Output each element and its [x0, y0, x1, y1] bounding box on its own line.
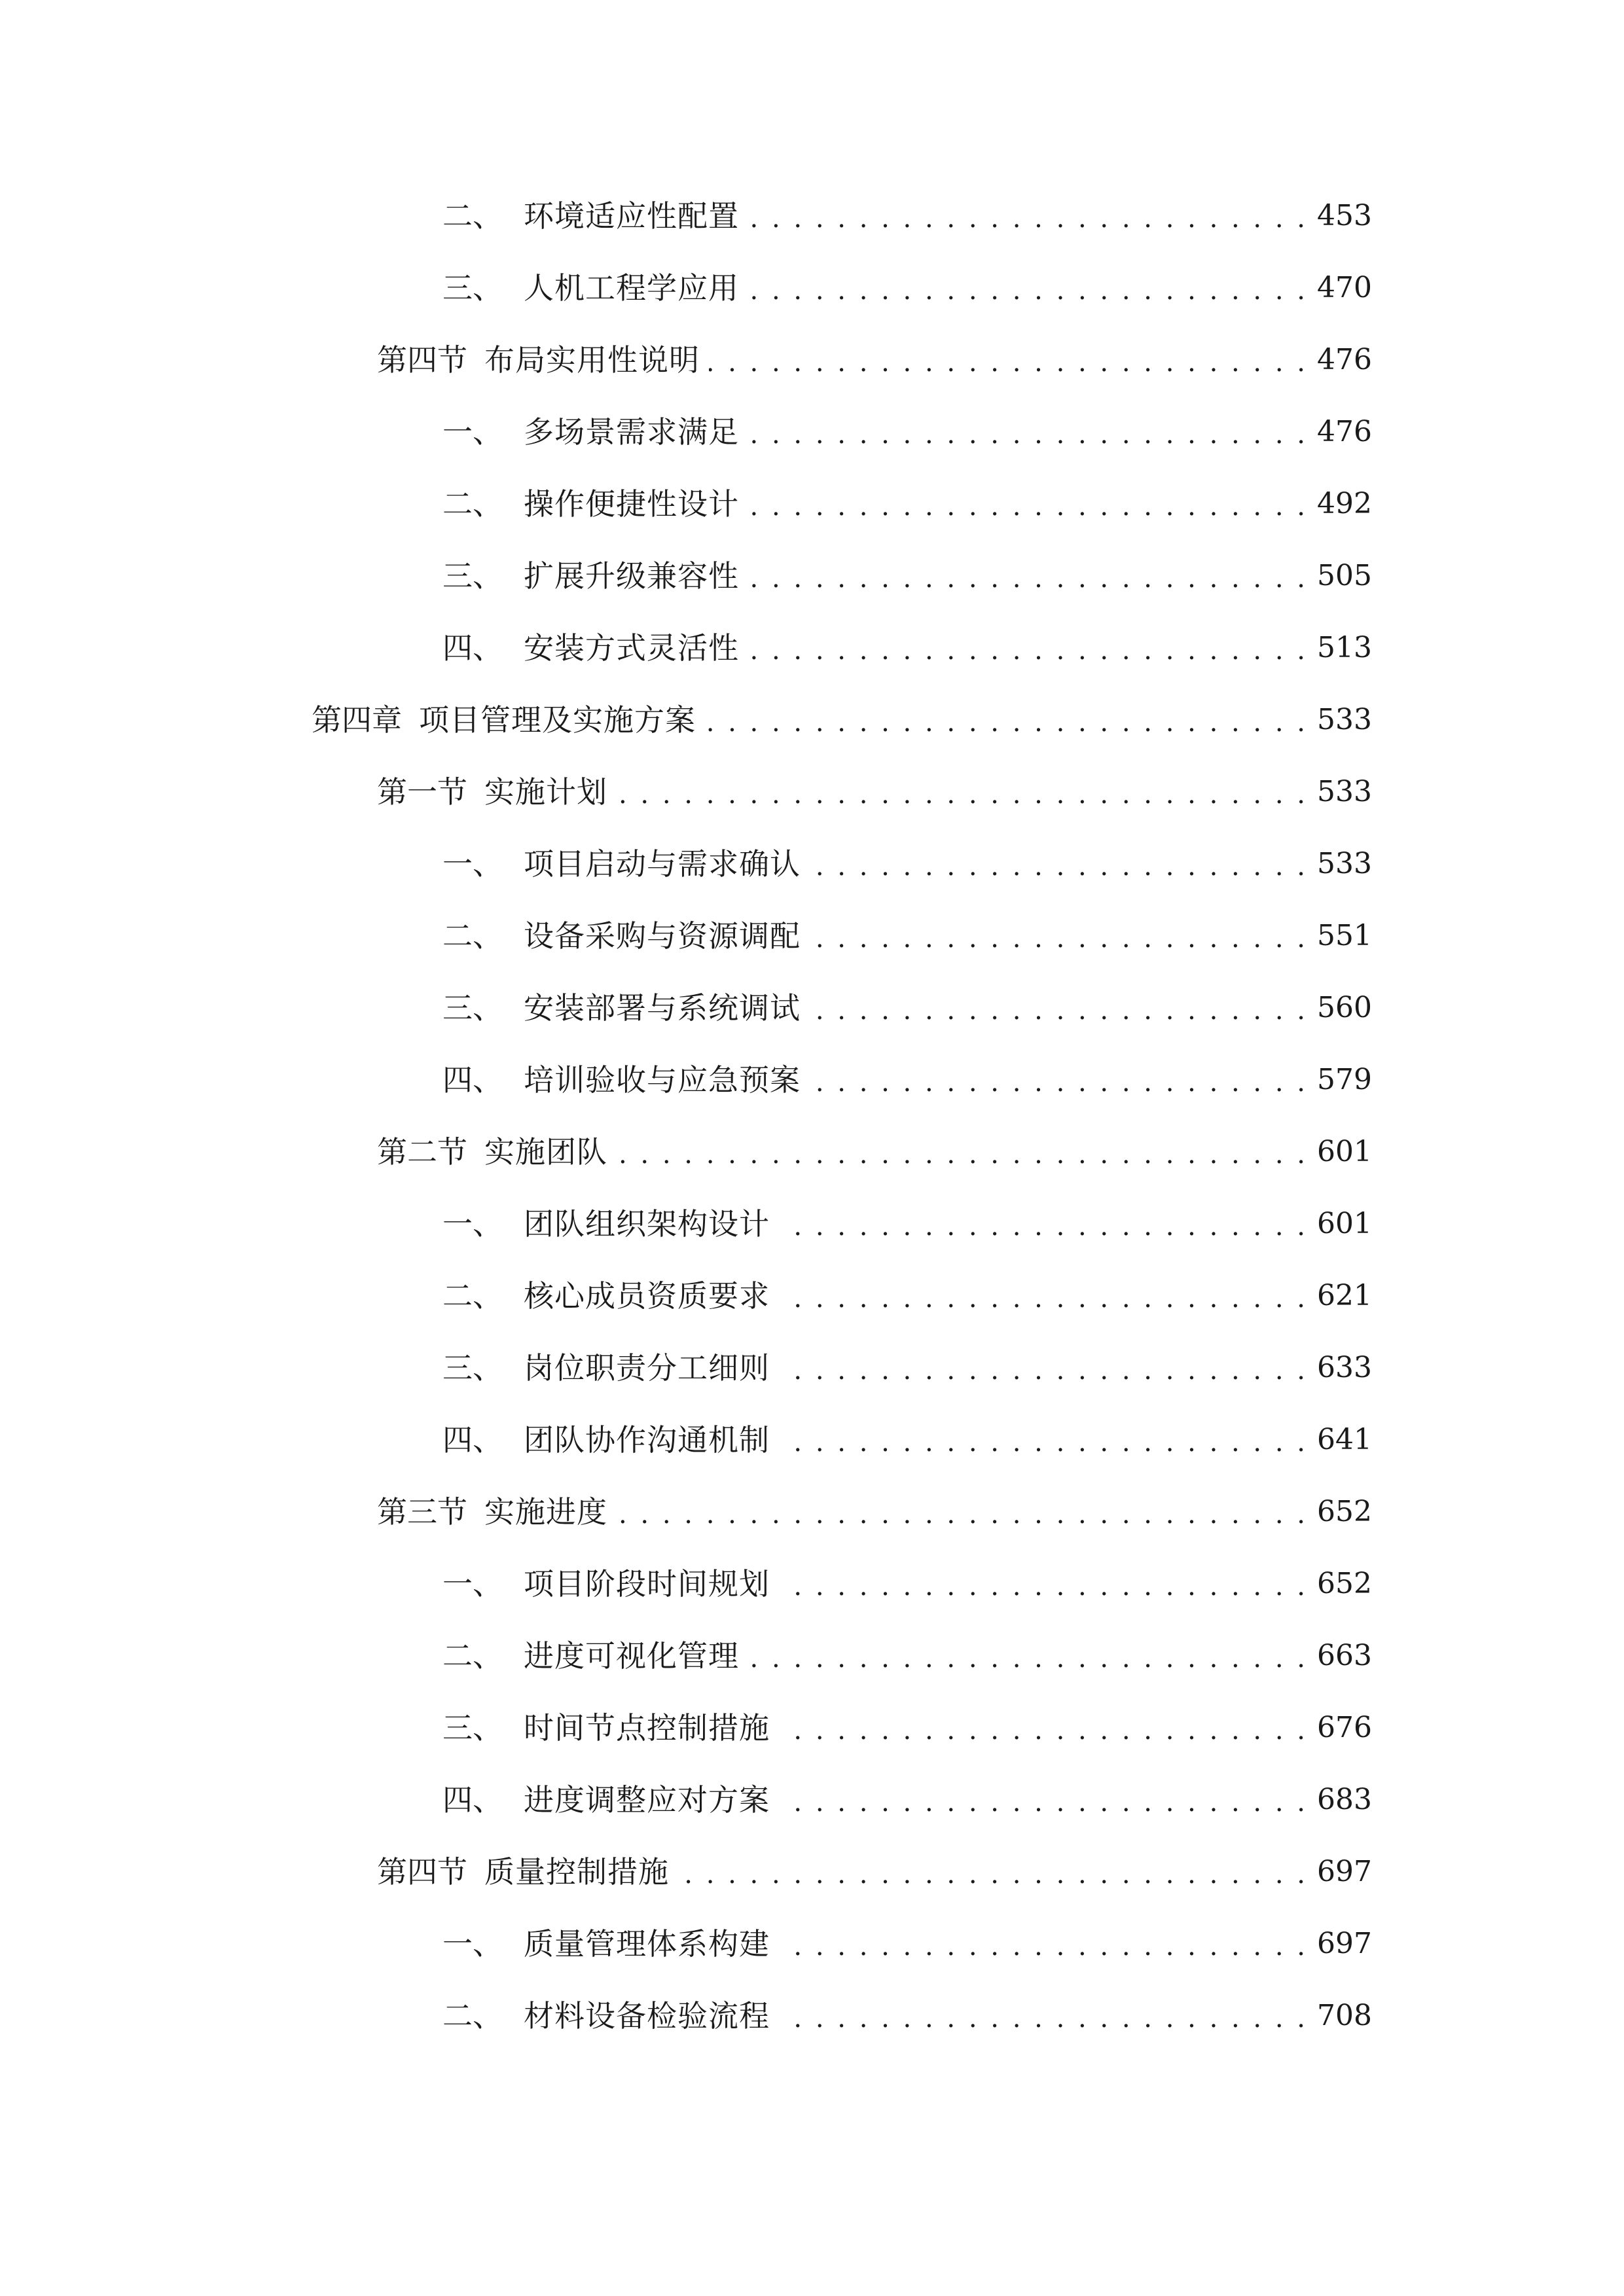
toc-entry-page-number: 633 — [1317, 1351, 1372, 1384]
toc-entry[interactable] — [442, 409, 1372, 455]
dot-leader — [779, 1273, 1308, 1319]
toc-entry-title: 质量管理体系构建 — [524, 1926, 770, 1962]
dot-leader — [810, 985, 1308, 1031]
toc-entry-number: 一、 — [442, 414, 503, 450]
toc-entry-number: 一、 — [442, 1206, 503, 1242]
toc-entry-title: 布局实用性说明 — [484, 342, 700, 378]
toc-entry-page-number: 533 — [1317, 775, 1372, 808]
toc-entry-number: 四、 — [442, 630, 503, 666]
toc-entry-number: 三、 — [442, 1350, 503, 1386]
toc-entry-title: 实施进度 — [484, 1494, 607, 1530]
dot-leader — [748, 625, 1308, 671]
toc-entry[interactable] — [442, 1705, 1372, 1751]
toc-entry-number: 二、 — [442, 1638, 503, 1674]
toc-entry-title: 团队协作沟通机制 — [524, 1422, 770, 1458]
toc-entry[interactable] — [377, 1489, 1372, 1535]
toc-entry-number: 一、 — [442, 846, 503, 882]
toc-entry-number: 四、 — [442, 1782, 503, 1818]
toc-entry-title: 实施计划 — [484, 774, 607, 810]
dot-leader — [779, 1561, 1308, 1607]
toc-entry-title: 多场景需求满足 — [524, 414, 739, 450]
dot-leader — [779, 1417, 1308, 1463]
toc-entry-number: 三、 — [442, 990, 503, 1026]
toc-entry-number: 二、 — [442, 918, 503, 954]
toc-entry[interactable] — [442, 625, 1372, 671]
toc-entry[interactable] — [312, 697, 1372, 743]
toc-entry[interactable] — [442, 553, 1372, 599]
toc-entry-title: 进度调整应对方案 — [524, 1782, 770, 1818]
toc-entry[interactable] — [442, 1345, 1372, 1391]
toc-entry-title: 安装方式灵活性 — [524, 630, 739, 666]
toc-entry-number: 第二节 — [377, 1134, 467, 1170]
toc-entry[interactable] — [442, 1201, 1372, 1247]
toc-entry-number: 第四节 — [377, 342, 467, 378]
dot-leader — [748, 481, 1308, 527]
toc-entry[interactable] — [442, 1273, 1372, 1319]
dot-leader — [748, 409, 1308, 455]
toc-entry-page-number: 453 — [1317, 199, 1372, 232]
dot-leader — [617, 1489, 1308, 1535]
toc-entry[interactable] — [442, 1777, 1372, 1823]
toc-entry[interactable] — [442, 481, 1372, 527]
toc-entry-page-number: 551 — [1317, 919, 1372, 952]
toc-entry-number: 第四章 — [312, 702, 402, 738]
toc-entry-title: 时间节点控制措施 — [524, 1710, 770, 1746]
toc-entry-page-number: 476 — [1317, 415, 1372, 448]
toc-entry-page-number: 663 — [1317, 1639, 1372, 1672]
toc-entry-title: 项目阶段时间规划 — [524, 1566, 770, 1602]
toc-entry-page-number: 676 — [1317, 1711, 1372, 1744]
toc-entry-page-number: 470 — [1317, 271, 1372, 304]
toc-entry-page-number: 533 — [1317, 847, 1372, 880]
dot-leader — [779, 1201, 1308, 1247]
toc-entry[interactable] — [442, 1057, 1372, 1103]
toc-entry-title: 团队组织架构设计 — [524, 1206, 770, 1242]
toc-entry[interactable] — [442, 1633, 1372, 1679]
toc-entry-page-number: 683 — [1317, 1783, 1372, 1816]
toc-entry-number: 二、 — [442, 486, 503, 522]
dot-leader — [709, 337, 1308, 383]
dot-leader — [810, 841, 1308, 887]
toc-entry[interactable] — [442, 265, 1372, 311]
toc-entry-title: 材料设备检验流程 — [524, 1998, 770, 2034]
toc-entry-number: 一、 — [442, 1566, 503, 1602]
toc-entry[interactable] — [442, 193, 1372, 239]
toc-entry-page-number: 641 — [1317, 1423, 1372, 1456]
toc-entry-title: 项目管理及实施方案 — [419, 702, 696, 738]
toc-entry-number: 三、 — [442, 558, 503, 594]
toc-entry-number: 三、 — [442, 1710, 503, 1746]
toc-entry[interactable] — [442, 841, 1372, 887]
toc-entry-page-number: 579 — [1317, 1063, 1372, 1096]
toc-entry-number: 第四节 — [377, 1854, 467, 1890]
toc-entry-title: 环境适应性配置 — [524, 198, 739, 234]
toc-entry[interactable] — [442, 1921, 1372, 1967]
dot-leader — [705, 697, 1308, 743]
toc-entry-title: 培训验收与应急预案 — [524, 1062, 801, 1098]
dot-leader — [748, 553, 1308, 599]
toc-entry-number: 二、 — [442, 1278, 503, 1314]
toc-entry[interactable] — [442, 985, 1372, 1031]
toc-entry-page-number: 492 — [1317, 487, 1372, 520]
toc-entry-number: 二、 — [442, 1998, 503, 2034]
toc-entry-title: 岗位职责分工细则 — [524, 1350, 770, 1386]
toc-entry-page-number: 697 — [1317, 1855, 1372, 1888]
toc-entry-title: 项目启动与需求确认 — [524, 846, 801, 882]
dot-leader — [779, 1705, 1308, 1751]
toc-entry-title: 核心成员资质要求 — [524, 1278, 770, 1314]
dot-leader — [617, 769, 1308, 815]
dot-leader — [678, 1849, 1308, 1895]
toc-entry-title: 实施团队 — [484, 1134, 607, 1170]
toc-entry-number: 二、 — [442, 198, 503, 234]
toc-entry[interactable] — [377, 1849, 1372, 1895]
toc-entry-page-number: 601 — [1317, 1207, 1372, 1240]
toc-entry-title: 扩展升级兼容性 — [524, 558, 739, 594]
toc-entry[interactable] — [377, 769, 1372, 815]
toc-entry-page-number: 513 — [1317, 631, 1372, 664]
dot-leader — [810, 913, 1308, 959]
toc-entry-title: 操作便捷性设计 — [524, 486, 739, 522]
toc-entry-number: 四、 — [442, 1422, 503, 1458]
toc-entry-page-number: 652 — [1317, 1495, 1372, 1528]
dot-leader — [748, 193, 1308, 239]
toc-entry-title: 安装部署与系统调试 — [524, 990, 801, 1026]
toc-entry-number: 一、 — [442, 1926, 503, 1962]
toc-entry-page-number: 560 — [1317, 991, 1372, 1024]
toc-entry-title: 进度可视化管理 — [524, 1638, 739, 1674]
toc-entry-title: 人机工程学应用 — [524, 270, 739, 306]
dot-leader — [779, 1993, 1308, 2039]
dot-leader — [748, 265, 1308, 311]
toc-entry[interactable] — [442, 1561, 1372, 1607]
toc-entry-page-number: 708 — [1317, 1999, 1372, 2032]
dot-leader — [617, 1129, 1308, 1175]
dot-leader — [779, 1921, 1308, 1967]
dot-leader — [779, 1345, 1308, 1391]
toc-entry-page-number: 505 — [1317, 559, 1372, 592]
dot-leader — [748, 1633, 1308, 1679]
toc-entry[interactable] — [442, 913, 1372, 959]
toc-entry-page-number: 697 — [1317, 1927, 1372, 1960]
toc-entry-number: 四、 — [442, 1062, 503, 1098]
toc-entry-page-number: 601 — [1317, 1135, 1372, 1168]
toc-entry[interactable] — [377, 337, 1372, 383]
toc-entry-page-number: 652 — [1317, 1567, 1372, 1600]
toc-entry-title: 设备采购与资源调配 — [524, 918, 801, 954]
dot-leader — [810, 1057, 1308, 1103]
toc-entry[interactable] — [442, 1993, 1372, 2039]
toc-entry-number: 三、 — [442, 270, 503, 306]
toc-entry-number: 第一节 — [377, 774, 467, 810]
toc-entry-page-number: 476 — [1317, 343, 1372, 376]
toc-entry[interactable] — [377, 1129, 1372, 1175]
toc-entry-page-number: 621 — [1317, 1279, 1372, 1312]
toc-entry-number: 第三节 — [377, 1494, 467, 1530]
toc-entry-title: 质量控制措施 — [484, 1854, 669, 1890]
toc-entry-page-number: 533 — [1317, 703, 1372, 736]
toc-entry[interactable] — [442, 1417, 1372, 1463]
dot-leader — [779, 1777, 1308, 1823]
